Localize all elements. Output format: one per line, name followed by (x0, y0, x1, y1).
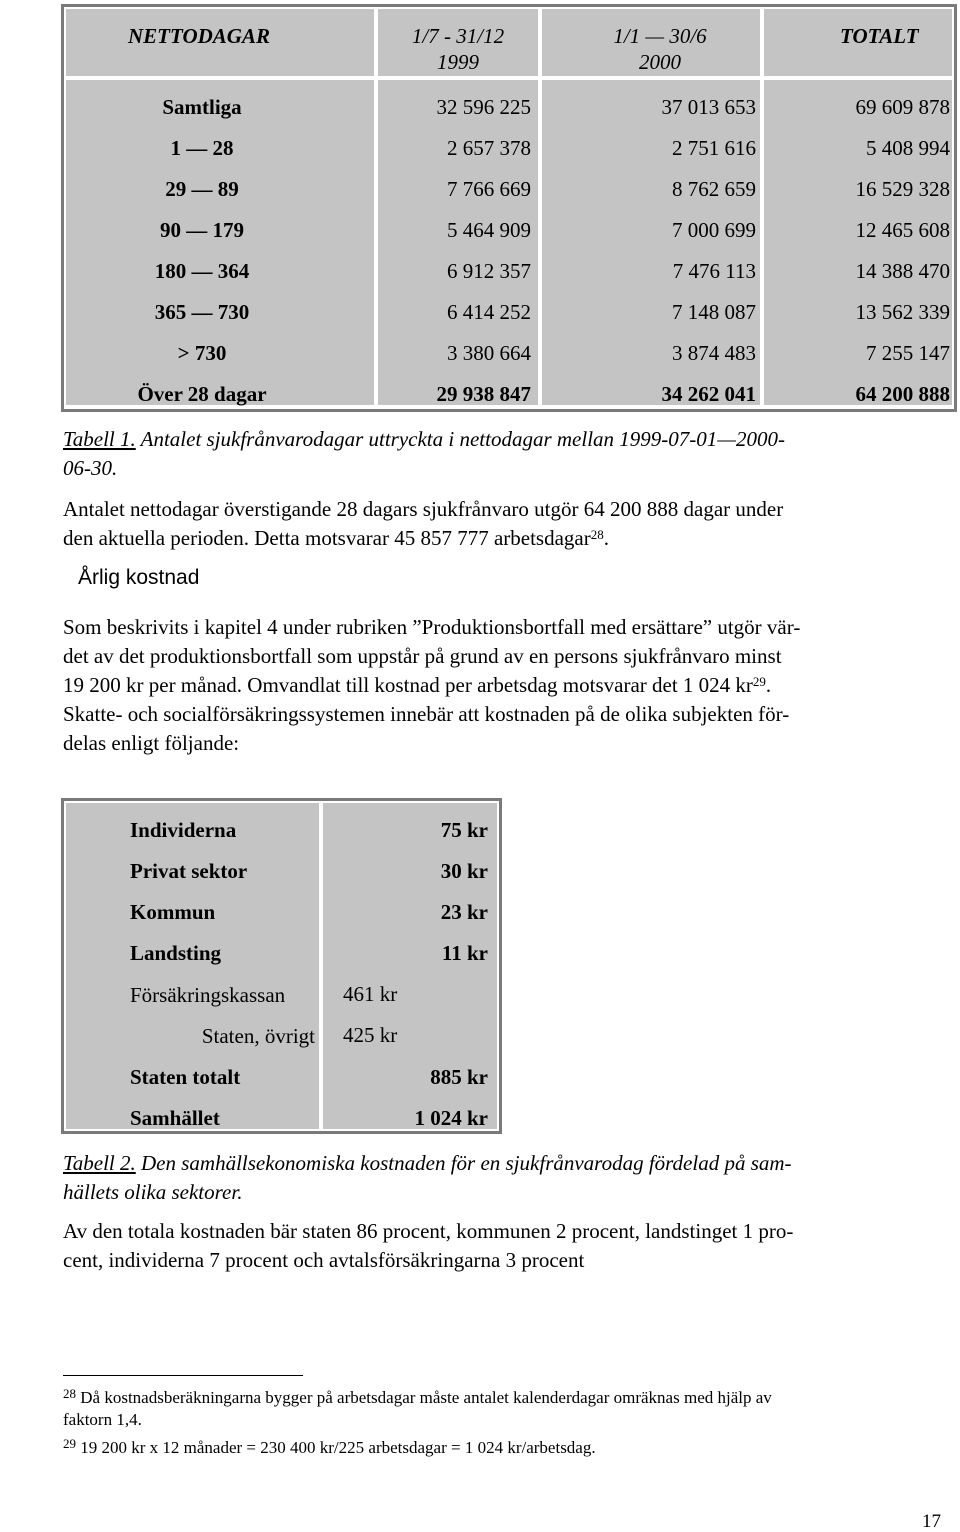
cell-1999: 32 596 225 (436, 95, 531, 119)
row-label-total: Över 28 dagar (137, 382, 267, 406)
table-cost-distribution (61, 798, 502, 1134)
row-label: Kommun (130, 900, 216, 924)
footnote-28 (63, 1387, 948, 1431)
cell-total: 5 408 994 (866, 136, 950, 160)
table-sick-days (61, 4, 957, 412)
cell-2000: 7 148 087 (672, 300, 756, 324)
cell-2000: 8 762 659 (672, 177, 756, 201)
caption-text-2: hällets olika sektorer. (63, 1180, 243, 1204)
sub-value: 461 kr (343, 982, 398, 1006)
row-label: Individerna (130, 818, 237, 842)
cell-1999: 7 766 669 (447, 177, 531, 201)
paragraph-kostnad (63, 613, 948, 758)
row-value: 75 kr (440, 818, 488, 842)
cell-2000-total: 34 262 041 (661, 382, 756, 406)
row-value: 11 kr (441, 941, 488, 965)
cell-1999-total: 29 938 847 (436, 382, 531, 406)
footnote-number: 28 (63, 1386, 76, 1401)
para-line: den aktuella perioden. Detta motsvarar 45 857 777 arbetsdagar (63, 526, 591, 550)
cell-total: 69 609 878 (855, 95, 950, 119)
table1-caption (63, 425, 943, 483)
row-label: Försäkringskassan (130, 983, 286, 1007)
para-end: . (603, 526, 609, 550)
cell-1999: 6 414 252 (447, 300, 531, 324)
caption-text: Den samhällsekonomiska kostnaden för en sjukfrånvarodag fördelad på sam- (135, 1151, 792, 1175)
footnote-number: 29 (63, 1436, 76, 1451)
cell-1999: 2 657 378 (447, 136, 531, 160)
row-label: Samhället (130, 1106, 220, 1130)
footnote-text: 19 200 kr x 12 månader = 230 400 kr/225 arbetsdagar = 1 024 kr/arbetsdag. (80, 1438, 596, 1457)
cell-1999: 5 464 909 (447, 218, 531, 242)
section-heading: Årlig kostnad (78, 566, 200, 589)
cell-2000: 7 000 699 (672, 218, 756, 242)
header-nettodagar: NETTODAGAR (128, 24, 270, 48)
cell-1999: 6 912 357 (447, 259, 531, 283)
row-value: 1 024 kr (414, 1106, 488, 1130)
para-line: 19 200 kr per månad. Omvandlat till kostnad per arbetsdag motsvarar det 1 024 kr (63, 673, 753, 697)
row-label: 90 — 179 (160, 218, 244, 242)
footnote-ref[interactable]: 29 (752, 674, 766, 689)
paragraph-shares (63, 1217, 948, 1275)
sub-value: 425 kr (343, 1023, 398, 1047)
row-label: 180 — 364 (154, 259, 250, 283)
header-period-1-line2: 1999 (437, 50, 479, 74)
cell-total: 12 465 608 (855, 218, 950, 242)
row-label: 1 — 28 (170, 136, 234, 160)
cell-2000: 2 751 616 (672, 136, 756, 160)
cell-total-total: 64 200 888 (855, 382, 950, 406)
footnote-text: Då kostnadsberäkningarna bygger på arbetsdagar måste antalet kalenderdagar omräknas med hjälp av (80, 1388, 772, 1407)
cell-2000: 7 476 113 (672, 259, 756, 283)
caption-label: Tabell 2. (63, 1151, 136, 1175)
header-period-2-line1: 1/1 — 30/6 (613, 24, 707, 48)
row-label: > 730 (177, 341, 227, 365)
header-period-1 (378, 23, 538, 75)
cell-1999: 3 380 664 (447, 341, 531, 365)
cell-2000: 37 013 653 (661, 95, 756, 119)
para-line: cent, individerna 7 procent och avtalsförsäkringarna 3 procent (63, 1248, 585, 1272)
para-end: . (765, 673, 772, 697)
row-label: Privat sektor (130, 859, 248, 883)
header-totalt: TOTALT (840, 24, 919, 48)
caption-label: Tabell 1. (63, 427, 136, 451)
row-label: Samtliga (162, 95, 242, 119)
cell-total: 16 529 328 (855, 177, 950, 201)
paragraph-nettodagar (63, 495, 943, 553)
row-label: Staten, övrigt (201, 1024, 315, 1048)
cell-total: 14 388 470 (855, 259, 950, 283)
cell-total: 13 562 339 (855, 300, 950, 324)
row-value: 23 kr (440, 900, 488, 924)
para-line: Som beskrivits i kapitel 4 under rubriken ”Produktionsbortfall med ersättare” utgör vär- (63, 615, 801, 639)
caption-text: Antalet sjukfrånvarodagar uttryckta i nettodagar mellan 1999-07-01—2000- (135, 427, 785, 451)
caption-text-2: 06-30. (63, 456, 118, 480)
footnote-text: faktorn 1,4. (63, 1410, 142, 1429)
row-label: 365 — 730 (154, 300, 250, 324)
footnote-ref[interactable]: 28 (590, 527, 604, 542)
para-line: Av den totala kostnaden bär staten 86 procent, kommunen 2 procent, landstinget 1 pro- (63, 1219, 794, 1243)
row-label: Staten totalt (130, 1065, 241, 1089)
para-line: Skatte- och socialförsäkringssystemen innebär att kostnaden på de olika subjekten för- (63, 702, 790, 726)
para-line: det av det produktionsbortfall som uppstår på grund av en persons sjukfrånvaro minst (63, 644, 782, 668)
cell-2000: 3 874 483 (672, 341, 756, 365)
footnote-separator (63, 1375, 303, 1376)
para-line: delas enligt följande: (63, 731, 240, 755)
footnote-29 (63, 1437, 948, 1459)
row-value: 30 kr (440, 859, 488, 883)
row-value: 885 kr (430, 1065, 488, 1089)
header-period-2 (542, 23, 778, 75)
para-line: Antalet nettodagar överstigande 28 dagars sjukfrånvaro utgör 64 200 888 dagar under (63, 497, 784, 521)
header-period-2-line2: 2000 (639, 50, 681, 74)
table2-caption (63, 1149, 943, 1207)
row-label: 29 — 89 (165, 177, 239, 201)
cell-total: 7 255 147 (866, 341, 950, 365)
page-number: 17 (922, 1511, 941, 1532)
row-label: Landsting (130, 941, 222, 965)
header-period-1-line1: 1/7 - 31/12 (411, 24, 505, 48)
